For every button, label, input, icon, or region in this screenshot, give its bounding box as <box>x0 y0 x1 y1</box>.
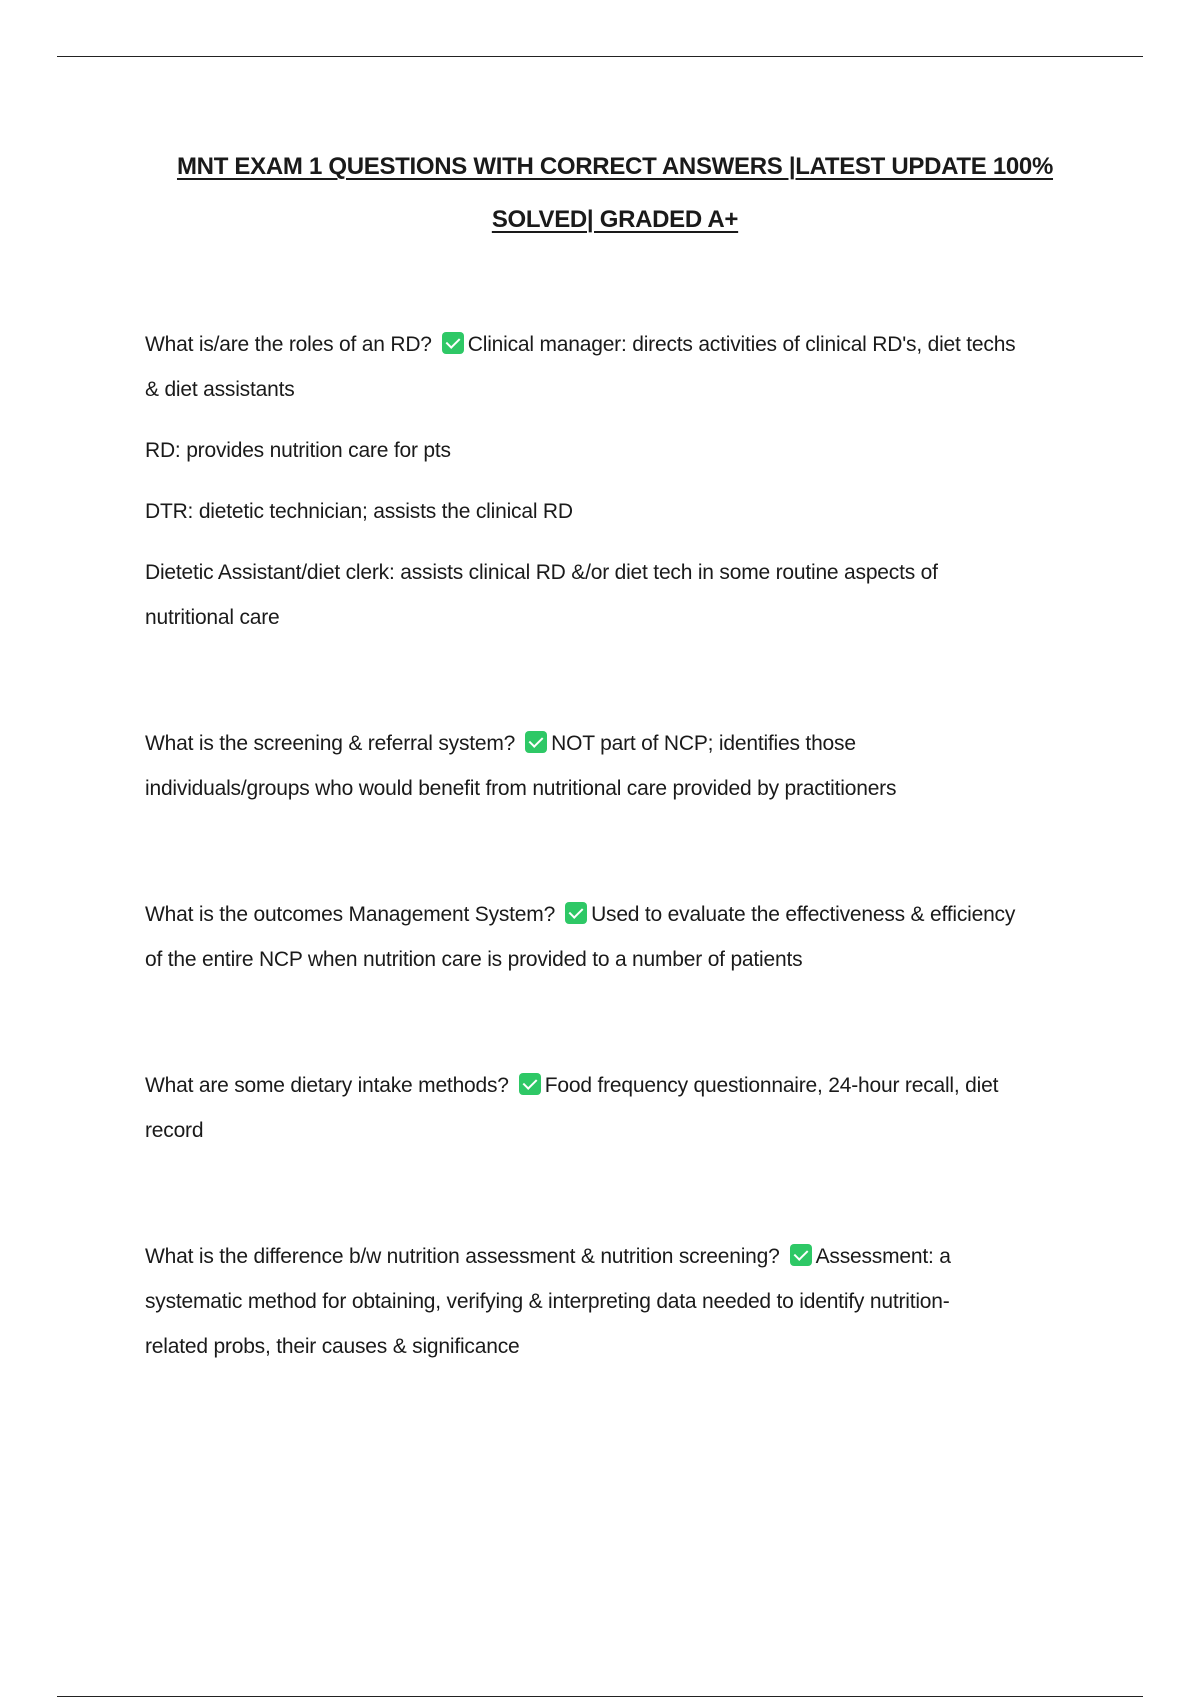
answer-text: & diet assistants <box>145 378 295 401</box>
check-icon <box>519 1073 541 1095</box>
answer-text: systematic method for obtaining, verifying & interpreting data needed to identify nutrition- <box>145 1290 950 1313</box>
check-icon <box>790 1244 812 1266</box>
answer-text: of the entire NCP when nutrition care is provided to a number of patients <box>145 948 803 971</box>
question-text: What is/are the roles of an RD? <box>145 333 432 356</box>
qa-item-screening <box>145 721 1095 811</box>
answer-text: record <box>145 1119 204 1142</box>
footer-rule <box>57 1696 1143 1697</box>
question-text: What is the difference b/w nutrition assessment & nutrition screening? <box>145 1245 780 1268</box>
answer-extra-line: RD: provides nutrition care for pts <box>145 439 451 462</box>
answer-text: NOT part of NCP; identifies those <box>551 732 856 755</box>
answer-text: individuals/groups who would benefit from nutritional care provided by practitioners <box>145 777 897 800</box>
page-title <box>140 140 1090 246</box>
title-line-2: SOLVED| GRADED A+ <box>491 206 739 233</box>
qa-item-intake <box>145 1063 1095 1153</box>
check-icon <box>565 902 587 924</box>
qa-content <box>145 322 1095 1369</box>
answer-text: Assessment: a <box>815 1245 951 1268</box>
check-icon <box>442 332 464 354</box>
header-rule <box>57 56 1143 57</box>
answer-text: Food frequency questionnaire, 24-hour recall, diet <box>544 1074 999 1097</box>
answer-text: Used to evaluate the effectiveness & efficiency <box>591 903 1016 926</box>
answer-extra-line: nutritional care <box>145 606 280 629</box>
answer-text: Clinical manager: directs activities of clinical RD's, diet techs <box>467 333 1016 356</box>
qa-item-roles <box>145 322 1095 640</box>
answer-extra-line: DTR: dietetic technician; assists the clinical RD <box>145 500 573 523</box>
answer-extra-line: Dietetic Assistant/diet clerk: assists clinical RD &/or diet tech in some routine aspects of <box>145 561 938 584</box>
title-line-1: MNT EXAM 1 QUESTIONS WITH CORRECT ANSWERS |LATEST UPDATE 100% <box>176 153 1054 180</box>
qa-item-assessment <box>145 1234 1095 1369</box>
question-text: What is the outcomes Management System? <box>145 903 556 926</box>
qa-item-outcomes <box>145 892 1095 982</box>
answer-text: related probs, their causes & significance <box>145 1335 520 1358</box>
check-icon <box>525 731 547 753</box>
question-text: What are some dietary intake methods? <box>145 1074 509 1097</box>
question-text: What is the screening & referral system? <box>145 732 516 755</box>
